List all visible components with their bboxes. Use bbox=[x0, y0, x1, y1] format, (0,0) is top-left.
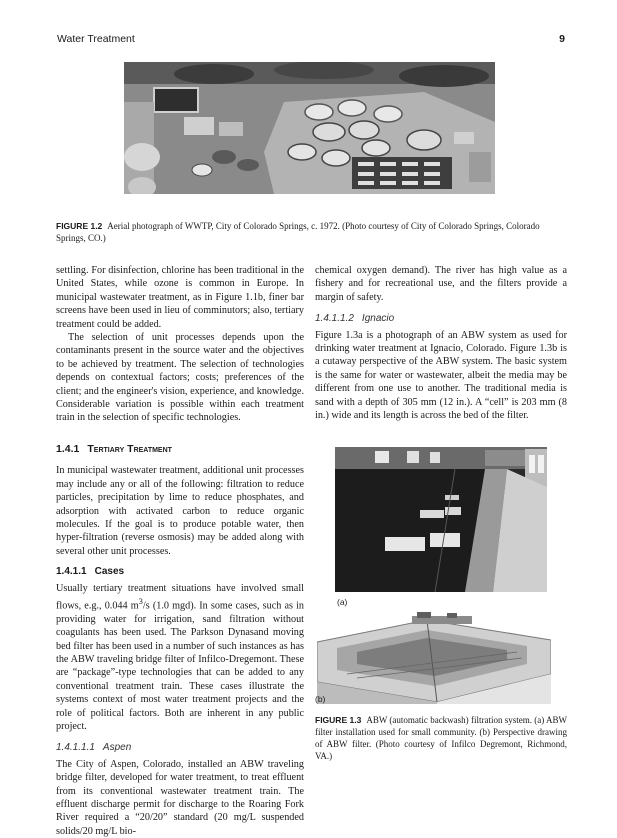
section-heading-aspen bbox=[56, 741, 304, 754]
figure-1-3-caption bbox=[315, 714, 567, 762]
section-title: Tertiary Treatment bbox=[87, 442, 172, 455]
paragraph-text: Usually tertiary treatment situations have involved small flows, e.g., 0.044 m bbox=[56, 582, 304, 612]
left-column bbox=[56, 264, 304, 838]
page-number: 9 bbox=[559, 33, 565, 45]
filter-installation-graphic bbox=[335, 447, 547, 592]
figure-1-3a-photo bbox=[335, 447, 547, 592]
figure-1-3-label: FIGURE 1.3 bbox=[315, 715, 362, 725]
paragraph: The selection of unit processes depends upon the contaminants present in the source water and the objectives to be achieved by treatment. The selection of technologies depends on contextual factors; costs; preferences of the client; and the engineer's vision, experience, and knowledge. Considerable variation is possible within each treatment train in the selection of specific technologies. bbox=[56, 332, 304, 424]
figure-1-2-aerial-photo bbox=[124, 62, 495, 194]
paragraph: In municipal wastewater treatment, additional unit processes may include any or all of the following: filtration to reduce particles, precipitation by lime to reduce phosphates, and adsorption with activated carbon to reduce organic molecules. If the goal is to produce potable water, then hyper-filtration (reverse osmosis) may be added along with several other unit processes. bbox=[56, 465, 304, 557]
paragraph-text: /s (1.0 mgd). In some cases, such as in providing water for irrigation, sand filtration without coagulants has been used. The Parkson Dynasand moving bed filter has been used in a number of such instances as has the ABW traveling bridge filter of Infilco-Dregemont. These are “package”-type technologies that can be added to any conventional treatment train. These cases illustrate the systems context of most water treatment projects and the role of political factors. Both are inherent in any public project. bbox=[56, 600, 304, 732]
paragraph: Figure 1.3a is a photograph of an ABW system as used for drinking water treatment at Ignacio, Colorado. Figure 1.3b is a cutaway perspective of the ABW system. The basic system is the same for water or wastewater, albeit the media may be different from one use to another. The traditional media is sand with a depth of 305 mm (12 in.). A “cell” is 203 mm (8 in.) wide and its length is across the bed of the filter. bbox=[315, 329, 567, 422]
section-heading-ignacio bbox=[315, 312, 567, 325]
figure-1-3a-label: (a) bbox=[337, 597, 348, 607]
superscript: 3 bbox=[138, 595, 143, 606]
figure-1-2-label: FIGURE 1.2 bbox=[56, 221, 103, 231]
section-title: Cases bbox=[94, 566, 125, 578]
section-title: Aspen bbox=[102, 742, 132, 754]
section-title: Ignacio bbox=[361, 313, 395, 325]
section-number: 1.4.1.1 bbox=[56, 566, 87, 578]
section-heading-1-4-1 bbox=[56, 443, 304, 456]
figure-1-2-caption-text: Aerial photograph of WWTP, City of Colorado Springs, c. 1972. (Photo courtesy of City of Colorado Springs, Colorado Springs, CO.) bbox=[56, 221, 540, 243]
paragraph: The City of Aspen, Colorado, installed an ABW traveling bridge filter, developed for water treatment, to treat effluent from its conventional wastewater treatment train. The effluent discharge permit for discharge to the Roaring Fork River required a “20/20” standard (20 mg/L suspended solids/20 mg/L bio- bbox=[56, 758, 304, 837]
paragraph: settling. For disinfection, chlorine has been traditional in the United States, while ozone is common in Europe. In municipal wastewater treatment, as in Figure 1.1b, finer bar screens have been used in lieu of comminutors; also, tertiary treatment could be added. bbox=[56, 265, 304, 330]
section-number: 1.4.1 bbox=[56, 442, 80, 455]
section-heading-1-4-1-1 bbox=[56, 565, 304, 578]
right-column bbox=[315, 264, 567, 422]
section-number: 1.4.1.1.1 bbox=[56, 742, 95, 754]
abw-perspective-drawing bbox=[317, 612, 551, 704]
running-title: Water Treatment bbox=[57, 33, 135, 45]
figure-1-2-caption bbox=[56, 220, 566, 244]
figure-1-3-caption-text: ABW (automatic backwash) filtration system. (a) ABW filter installation used for small community. (b) Perspective drawing of ABW filter. (Photo courtesy of Infilco Degremont, Richmond, VA.) bbox=[315, 715, 568, 761]
figure-1-3b-drawing bbox=[317, 612, 551, 704]
paragraph: chemical oxygen demand). The river has high value as a fishery and for recreational use, and the filters provide a margin of safety. bbox=[315, 265, 567, 303]
aerial-photo-graphic bbox=[124, 62, 495, 194]
paragraph bbox=[56, 582, 304, 734]
figure-1-3b-label: (b) bbox=[315, 694, 326, 704]
section-number: 1.4.1.1.2 bbox=[315, 313, 354, 325]
